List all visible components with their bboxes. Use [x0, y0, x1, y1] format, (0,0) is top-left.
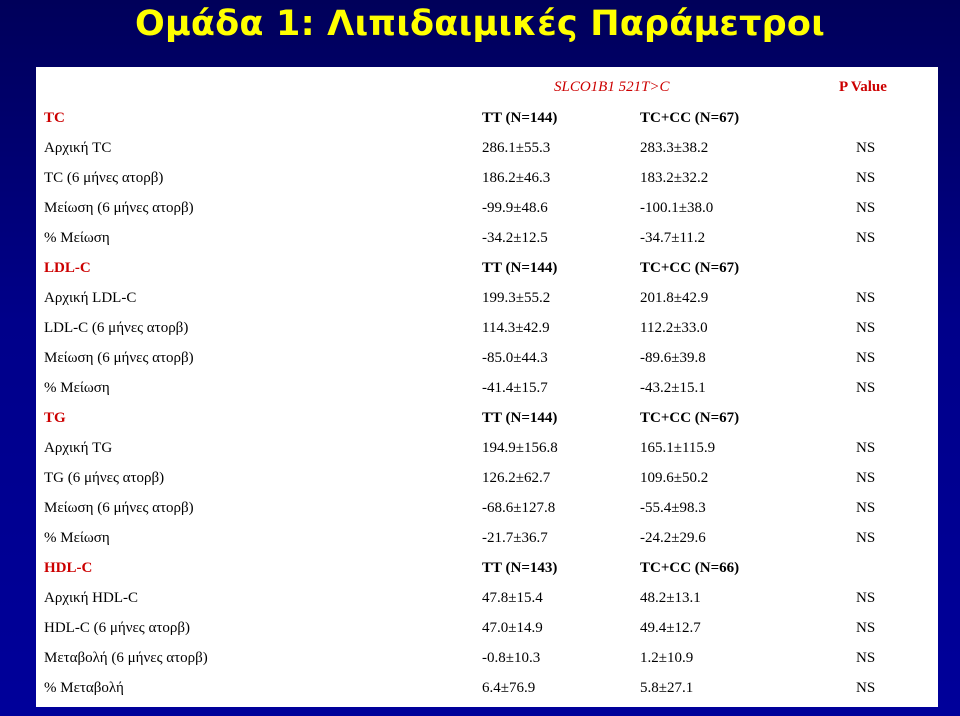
table-row	[36, 344, 938, 374]
p-value: NS	[856, 650, 876, 666]
tt-value: -68.6±127.8	[482, 500, 556, 516]
row-label: TG (6 μήνες ατορβ)	[44, 470, 165, 486]
p-value-header: P Value	[839, 79, 887, 95]
p-value: NS	[856, 380, 876, 396]
p-value: NS	[856, 440, 876, 456]
tt-value: 199.3±55.2	[482, 290, 551, 306]
cc-value: -24.2±29.6	[640, 530, 706, 546]
tt-value: 126.2±62.7	[482, 470, 551, 486]
section-name: LDL-C	[44, 260, 91, 276]
p-value: NS	[856, 680, 876, 696]
row-label: Μείωση (6 μήνες ατορβ)	[44, 500, 194, 516]
cc-group-header: TC+CC (N=67)	[640, 110, 740, 126]
table-row	[36, 314, 938, 344]
row-label: LDL-C (6 μήνες ατορβ)	[44, 320, 189, 336]
table-row	[36, 194, 938, 224]
p-value: NS	[856, 230, 876, 246]
section-name: TC	[44, 110, 65, 126]
tt-group-header: TT (N=144)	[482, 110, 558, 126]
cc-value: 1.2±10.9	[640, 650, 694, 666]
tt-value: -99.9±48.6	[482, 200, 548, 216]
table-row	[36, 164, 938, 194]
cc-group-header: TC+CC (N=67)	[640, 260, 740, 276]
section-header-row	[36, 254, 938, 284]
table-row	[36, 584, 938, 614]
p-value: NS	[856, 470, 876, 486]
cc-value: 48.2±13.1	[640, 590, 701, 606]
p-value: NS	[856, 530, 876, 546]
cc-value: 183.2±32.2	[640, 170, 709, 186]
p-value: NS	[856, 290, 876, 306]
table-row	[36, 134, 938, 164]
table-header-row	[36, 73, 938, 103]
p-value: NS	[856, 320, 876, 336]
tt-group-header: TT (N=143)	[482, 560, 558, 576]
results-table	[36, 67, 938, 707]
tt-value: -41.4±15.7	[482, 380, 548, 396]
table-row	[36, 644, 938, 674]
row-label: HDL-C (6 μήνες ατορβ)	[44, 620, 190, 636]
row-label: Μείωση (6 μήνες ατορβ)	[44, 350, 194, 366]
cc-value: 5.8±27.1	[640, 680, 694, 696]
cc-value: 112.2±33.0	[640, 320, 708, 336]
cc-value: -100.1±38.0	[640, 200, 714, 216]
row-label: TC (6 μήνες ατορβ)	[44, 170, 164, 186]
row-label: % Μείωση	[44, 530, 110, 546]
p-value: NS	[856, 200, 876, 216]
section-name: HDL-C	[44, 560, 93, 576]
tt-value: -21.7±36.7	[482, 530, 548, 546]
section-header-row	[36, 404, 938, 434]
cc-value: 165.1±115.9	[640, 440, 716, 456]
section-header-row	[36, 554, 938, 584]
row-label: % Μεταβολή	[44, 680, 124, 696]
page-title: Ομάδα 1: Λιπιδαιμικές Παράμετροι	[135, 4, 825, 44]
gene-variant-label: SLCO1B1 521T>C	[554, 79, 670, 95]
cc-value: 109.6±50.2	[640, 470, 709, 486]
cc-value: 201.8±42.9	[640, 290, 709, 306]
p-value: NS	[856, 350, 876, 366]
row-label: Μείωση (6 μήνες ατορβ)	[44, 200, 194, 216]
p-value: NS	[856, 620, 876, 636]
row-label: Αρχική HDL-C	[44, 590, 138, 606]
cc-value: -43.2±15.1	[640, 380, 706, 396]
section-name: TG	[44, 410, 66, 426]
cc-value: -55.4±98.3	[640, 500, 706, 516]
tt-value: 47.0±14.9	[482, 620, 543, 636]
section-header-row	[36, 104, 938, 134]
tt-value: -0.8±10.3	[482, 650, 541, 666]
cc-value: -34.7±11.2	[640, 230, 706, 246]
row-label: Αρχική TG	[44, 440, 113, 456]
tt-value: 286.1±55.3	[482, 140, 551, 156]
cc-group-header: TC+CC (N=67)	[640, 410, 740, 426]
tt-value: -34.2±12.5	[482, 230, 548, 246]
table-row	[36, 674, 938, 704]
row-label: % Μείωση	[44, 230, 110, 246]
tt-value: -85.0±44.3	[482, 350, 548, 366]
tt-value: 186.2±46.3	[482, 170, 551, 186]
tt-group-header: TT (N=144)	[482, 260, 558, 276]
p-value: NS	[856, 500, 876, 516]
p-value: NS	[856, 140, 876, 156]
row-label: Μεταβολή (6 μήνες ατορβ)	[44, 650, 208, 666]
tt-value: 6.4±76.9	[482, 680, 536, 696]
table-row	[36, 434, 938, 464]
cc-group-header: TC+CC (N=66)	[640, 560, 740, 576]
cc-value: 283.3±38.2	[640, 140, 709, 156]
table-row	[36, 224, 938, 254]
tt-group-header: TT (N=144)	[482, 410, 558, 426]
cc-value: 49.4±12.7	[640, 620, 701, 636]
row-label: Αρχική LDL-C	[44, 290, 137, 306]
table-row	[36, 494, 938, 524]
table-row	[36, 284, 938, 314]
tt-value: 194.9±156.8	[482, 440, 558, 456]
tt-value: 47.8±15.4	[482, 590, 543, 606]
table-row	[36, 524, 938, 554]
table-row	[36, 464, 938, 494]
table-row	[36, 614, 938, 644]
row-label: Αρχική TC	[44, 140, 112, 156]
row-label: % Μείωση	[44, 380, 110, 396]
p-value: NS	[856, 590, 876, 606]
table-row	[36, 374, 938, 404]
cc-value: -89.6±39.8	[640, 350, 706, 366]
p-value: NS	[856, 170, 876, 186]
tt-value: 114.3±42.9	[482, 320, 550, 336]
